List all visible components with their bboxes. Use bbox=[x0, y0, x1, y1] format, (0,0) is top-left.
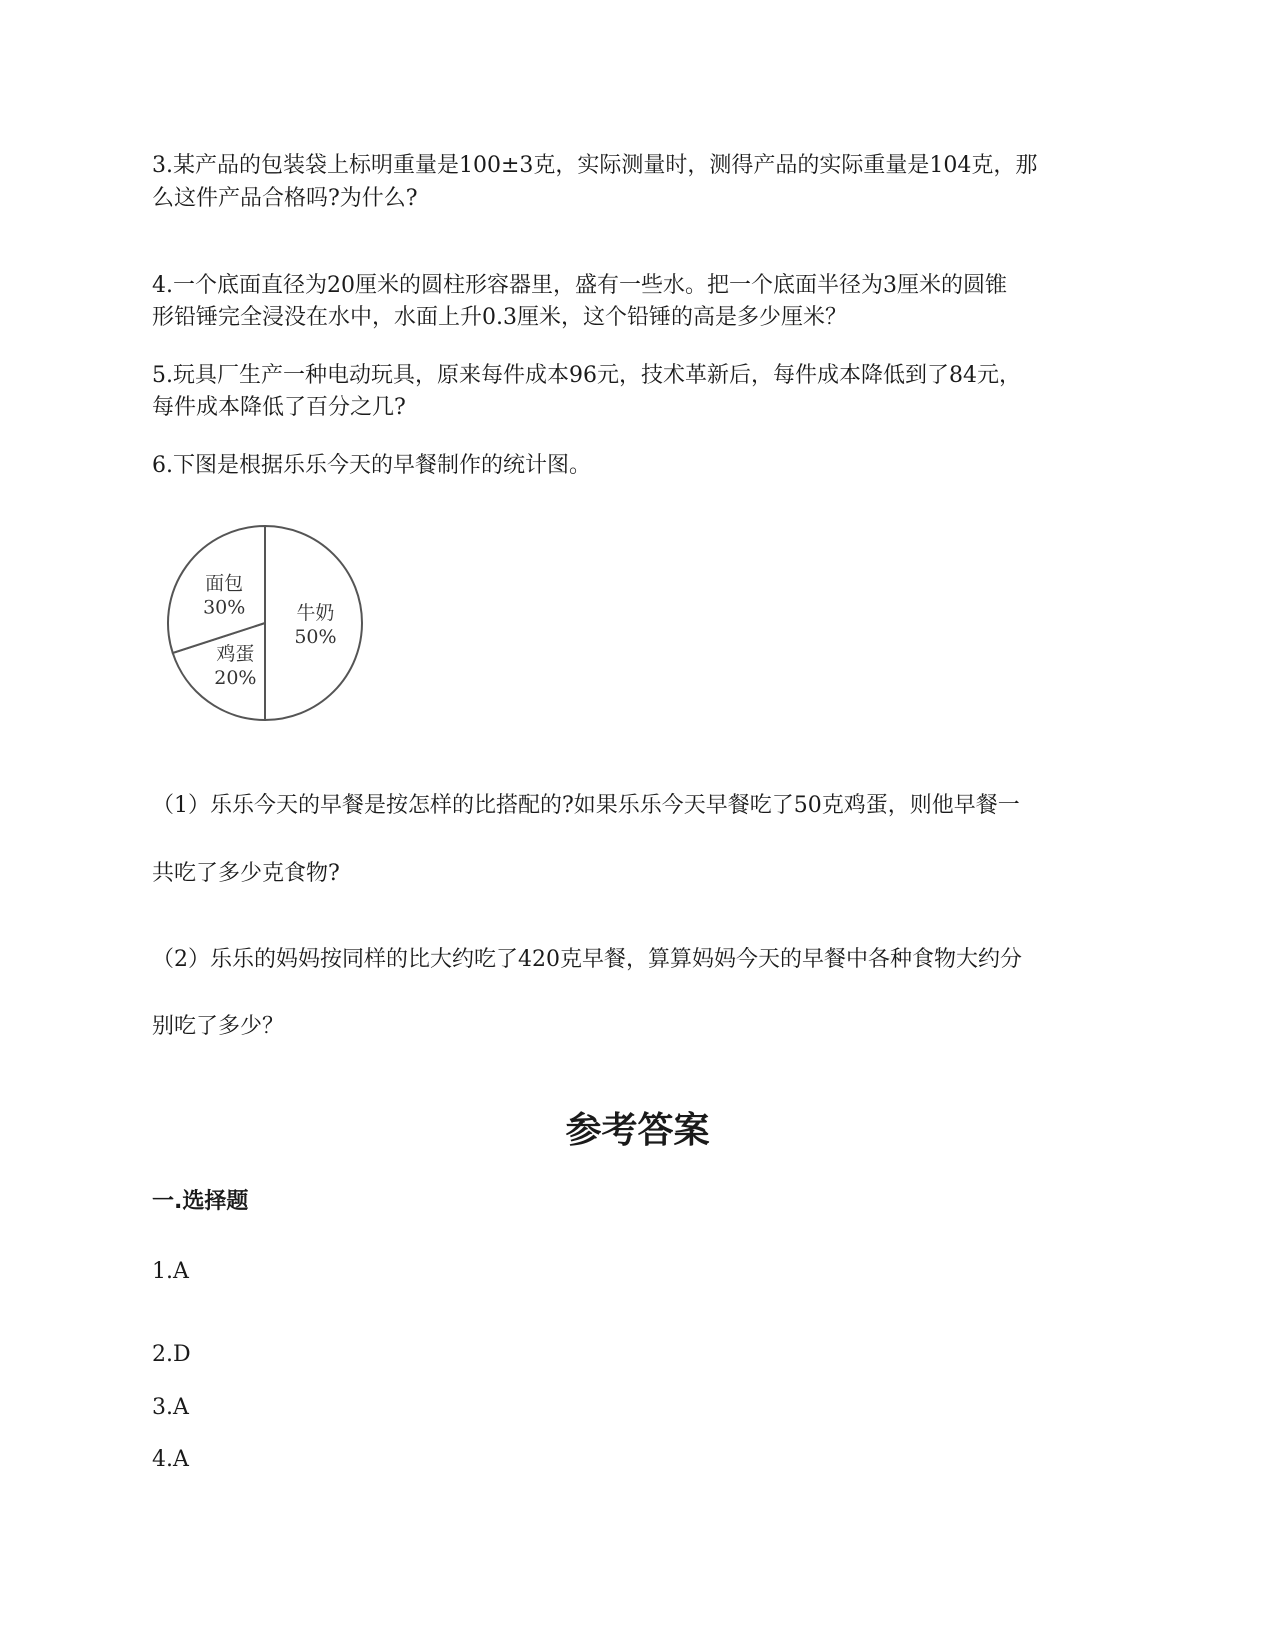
pie-label-2: 面包 bbox=[205, 572, 244, 595]
answer-2: 2.D bbox=[152, 1342, 191, 1367]
answers-title: 参考答案 bbox=[565, 1110, 710, 1151]
pie-label-0: 牛奶 bbox=[296, 602, 335, 624]
q5-line1: 5.玩具厂生产一种电动玩具，原来每件成本96元，技术革新后，每件成本降低到了84元， bbox=[152, 363, 1021, 388]
q4-line2: 形铅锤完全浸没在水中，水面上升0.3厘米，这个铅锤的高是多少厘米？ bbox=[152, 305, 847, 330]
q5-line2: 每件成本降低了百分之几? bbox=[152, 395, 406, 420]
q6-intro: 6.下图是根据乐乐今天的早餐制作的统计图。 bbox=[152, 453, 591, 478]
breakfast-pie-chart bbox=[160, 518, 370, 728]
q3-line1: 3.某产品的包装袋上标明重量是100±3克，实际测量时，测得产品的实际重量是104克，那 bbox=[152, 153, 1038, 178]
pie-label-1: 鸡蛋 bbox=[216, 642, 255, 665]
q6-part2-line2: 别吃了多少？ bbox=[152, 1014, 285, 1039]
pie-percent-1: 20% bbox=[214, 666, 257, 689]
q6-part1-line2: 共吃了多少克食物? bbox=[152, 861, 340, 886]
q3-line2: 么这件产品合格吗?为什么? bbox=[152, 186, 418, 211]
q6-part1-line1: （1）乐乐今天的早餐是按怎样的比搭配的?如果乐乐今天早餐吃了50克鸡蛋，则他早餐一 bbox=[152, 793, 1020, 818]
pie-percent-2: 30% bbox=[203, 596, 246, 619]
section-multiple-choice: 一.选择题 bbox=[152, 1189, 249, 1214]
q6-part2-line1: （2）乐乐的妈妈按同样的比大约吃了420克早餐，算算妈妈今天的早餐中各种食物大约分 bbox=[152, 947, 1022, 972]
answer-1: 1.A bbox=[152, 1259, 189, 1284]
q4-line1: 4.一个底面直径为20厘米的圆柱形容器里，盛有一些水。把一个底面半径为3厘米的圆锥 bbox=[152, 273, 1007, 298]
answer-4: 4.A bbox=[152, 1447, 189, 1472]
answer-3: 3.A bbox=[152, 1395, 189, 1420]
pie-percent-0: 50% bbox=[294, 626, 337, 648]
